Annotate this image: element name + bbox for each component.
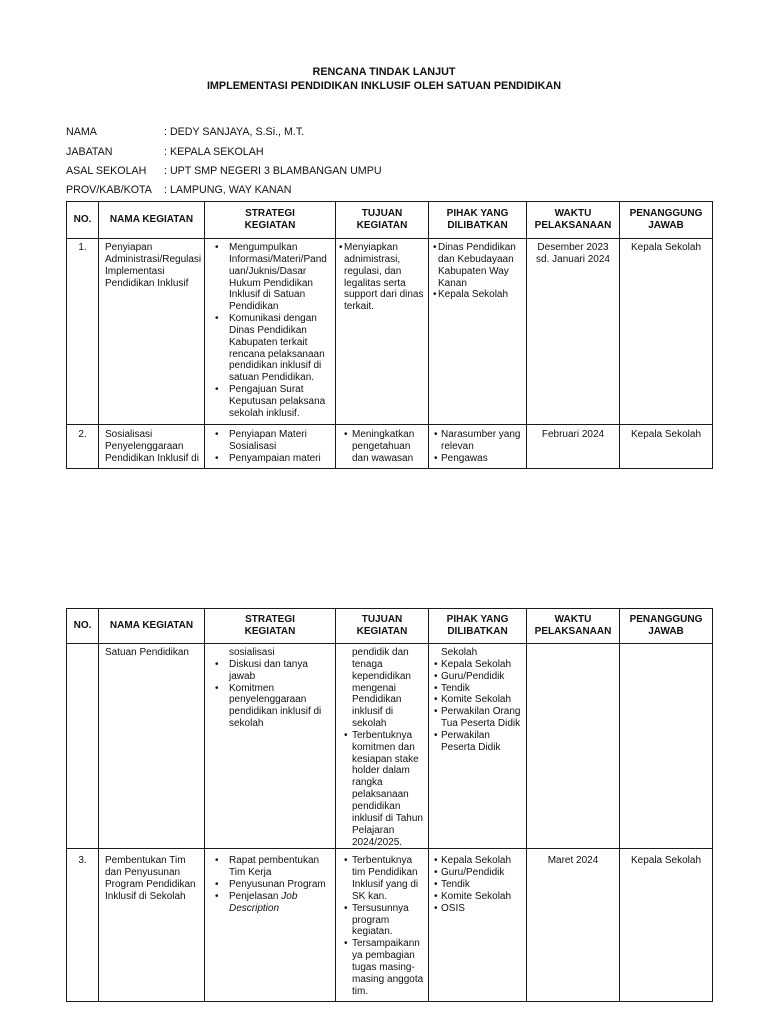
stakeholder-item: • Guru/Pendidik <box>429 671 526 683</box>
identity-value: : KEPALA SEKOLAH <box>164 146 264 158</box>
header-no: NO. <box>67 609 99 644</box>
strategy-item: • Mengumpulkan Informasi/Materi/Pand uan/Juknis/Dasar Hukum Pendidikan Inklusif di Satuan Pendidikan <box>205 242 335 313</box>
cell-stakeholders <box>429 644 527 849</box>
stakeholder-item: • Perwakilan Orang Tua Peserta Didik <box>429 706 526 730</box>
header-person-in-charge: PENANGGUNG JAWAB <box>620 202 713 239</box>
cell-strategy <box>205 425 336 469</box>
cell-objective <box>336 644 429 849</box>
identity-value: : LAMPUNG, WAY KANAN <box>164 184 292 196</box>
cell-person-in-charge: Kepala Sekolah <box>620 425 713 469</box>
header-strategy: STRATEGI KEGIATAN <box>205 609 336 644</box>
strategy-item-italic-text: Job Description <box>229 890 298 914</box>
stakeholder-item: • Guru/Pendidik <box>429 867 526 879</box>
objective-list <box>336 730 428 848</box>
stakeholder-list <box>429 855 526 914</box>
identity-row-region <box>66 184 706 197</box>
cell-activity-name: Pembentukan Tim dan Penyusunan Program Pendidikan Inklusif di Sekolah <box>99 849 205 1002</box>
cell-no: 3. <box>67 849 99 1002</box>
table-row <box>67 239 713 425</box>
identity-row-name <box>66 126 706 139</box>
cell-activity-name: Sosialisasi Penyelenggaraan Pendidikan Inklusif di <box>99 425 205 469</box>
cell-person-in-charge: Kepala Sekolah <box>620 239 713 425</box>
stakeholder-item: • Dinas Pendidikan dan Kebudayaan Kabupaten Way Kanan <box>429 242 526 289</box>
strategy-list <box>205 429 335 465</box>
header-strategy: STRATEGI KEGIATAN <box>205 202 336 239</box>
cell-objective <box>336 425 429 469</box>
objective-item: • Tersampaikann ya pembagian tugas masing- masing anggota tim. <box>336 938 428 997</box>
cell-person-in-charge: Kepala Sekolah <box>620 849 713 1002</box>
cell-schedule: Maret 2024 <box>527 849 620 1002</box>
strategy-list <box>205 242 335 420</box>
strategy-item: • Komunikasi dengan Dinas Pendidikan Kabupaten terkait rencana pelaksanaan pendidikan inklusif di satuan Pendidikan. <box>205 313 335 384</box>
header-stakeholders: PIHAK YANG DILIBATKAN <box>429 202 527 239</box>
cell-strategy <box>205 239 336 425</box>
stakeholder-list <box>429 242 526 301</box>
identity-label: JABATAN <box>66 146 113 158</box>
cell-activity-name: Satuan Pendidikan <box>99 644 205 849</box>
table-row <box>67 849 713 1002</box>
stakeholder-item: • Pengawas <box>429 453 526 465</box>
strategy-item: • Pengajuan Surat Keputusan pelaksana sekolah inklusif. <box>205 384 335 420</box>
strategy-item: • Komitmen penyelenggaraan pendidikan inklusif di sekolah <box>205 683 335 730</box>
cell-objective <box>336 239 429 425</box>
table-row <box>67 425 713 469</box>
cell-no: 1. <box>67 239 99 425</box>
table-header-row <box>67 609 713 644</box>
cell-schedule <box>527 644 620 849</box>
strategy-item: • Penyiapan Materi Sosialisasi <box>205 429 335 453</box>
header-no: NO. <box>67 202 99 239</box>
cell-schedule: Februari 2024 <box>527 425 620 469</box>
cell-person-in-charge <box>620 644 713 849</box>
table-row <box>67 644 713 849</box>
cell-no <box>67 644 99 849</box>
objective-list <box>336 429 428 465</box>
identity-value: : UPT SMP NEGERI 3 BLAMBANGAN UMPU <box>164 165 382 177</box>
identity-label: PROV/KAB/KOTA <box>66 184 152 196</box>
cell-stakeholders <box>429 239 527 425</box>
strategy-continued-text: sosialisasi <box>229 647 275 658</box>
cell-activity-name: Penyiapan Administrasi/Regulasi Implementasi Pendidikan Inklusif <box>99 239 205 425</box>
stakeholder-item: • Tendik <box>429 879 526 891</box>
cell-strategy <box>205 849 336 1002</box>
objective-item: • Tersusunnya program kegiatan. <box>336 903 428 939</box>
stakeholder-item: • Komite Sekolah <box>429 694 526 706</box>
objective-item: • Terbentuknya tim Pendidikan Inklusif yang di SK kan. <box>336 855 428 902</box>
strategy-item: • Penyusunan Program <box>205 879 335 891</box>
stakeholder-continued-text: Sekolah <box>441 647 478 658</box>
strategy-item: • Penyampaian materi <box>205 453 335 465</box>
objective-continued-text: pendidik dan tenaga kependidikan mengenai Pendidikan inklusif di sekolah <box>352 647 411 730</box>
identity-label: ASAL SEKOLAH <box>66 165 147 177</box>
stakeholder-item: • Narasumber yang relevan <box>429 429 526 453</box>
header-stakeholders: PIHAK YANG DILIBATKAN <box>429 609 527 644</box>
stakeholder-item: • Kepala Sekolah <box>429 855 526 867</box>
identity-value: : DEDY SANJAYA, S.Si., M.T. <box>164 126 305 138</box>
document-title: RENCANA TINDAK LANJUT <box>312 66 456 78</box>
objective-item: • Menyiapkan adnimistrasi, regulasi, dan legalitas serta support dari dinas terkait. <box>336 242 428 313</box>
strategy-item: • Diskusi dan tanya jawab <box>205 659 335 683</box>
header-activity-name: NAMA KEGIATAN <box>99 202 205 239</box>
strategy-list <box>205 659 335 730</box>
stakeholder-list <box>429 429 526 465</box>
stakeholder-list <box>429 659 526 754</box>
objective-list <box>336 855 428 997</box>
cell-objective <box>336 849 429 1002</box>
header-schedule: WAKTU PELAKSANAAN <box>527 202 620 239</box>
objective-list <box>336 242 428 313</box>
stakeholder-item: • Kepala Sekolah <box>429 659 526 671</box>
header-objective: TUJUAN KEGIATAN <box>336 202 429 239</box>
cell-no: 2. <box>67 425 99 469</box>
objective-item: • Terbentuknya komitmen dan kesiapan stake holder dalam rangka pelaksanaan pendidikan inklusif di Tahun Pelajaran 2024/2025. <box>336 730 428 848</box>
cell-stakeholders <box>429 849 527 1002</box>
cell-stakeholders <box>429 425 527 469</box>
stakeholder-item: • Kepala Sekolah <box>429 289 526 301</box>
identity-row-school <box>66 165 706 178</box>
stakeholder-item: • Komite Sekolah <box>429 891 526 903</box>
action-plan-table-page-2 <box>66 608 713 1002</box>
cell-strategy <box>205 644 336 849</box>
stakeholder-item: • Tendik <box>429 683 526 695</box>
strategy-item: • Rapat pembentukan Tim Kerja <box>205 855 335 879</box>
objective-item: • Meningkatkan pengetahuan dan wawasan <box>336 429 428 465</box>
strategy-item <box>205 891 335 915</box>
table-header-row <box>67 202 713 239</box>
stakeholder-item: • Perwakilan Peserta Didik <box>429 730 526 754</box>
stakeholder-item: • OSIS <box>429 903 526 915</box>
header-objective: TUJUAN KEGIATAN <box>336 609 429 644</box>
cell-schedule: Desember 2023 sd. Januari 2024 <box>527 239 620 425</box>
header-person-in-charge: PENANGGUNG JAWAB <box>620 609 713 644</box>
identity-row-position <box>66 146 706 159</box>
header-schedule: WAKTU PELAKSANAAN <box>527 609 620 644</box>
header-activity-name: NAMA KEGIATAN <box>99 609 205 644</box>
strategy-item-text: Penjelasan <box>229 890 282 902</box>
strategy-list <box>205 855 335 914</box>
document-subtitle: IMPLEMENTASI PENDIDIKAN INKLUSIF OLEH SATUAN PENDIDIKAN <box>206 80 562 92</box>
action-plan-table-page-1 <box>66 201 713 469</box>
identity-label: NAMA <box>66 126 97 138</box>
